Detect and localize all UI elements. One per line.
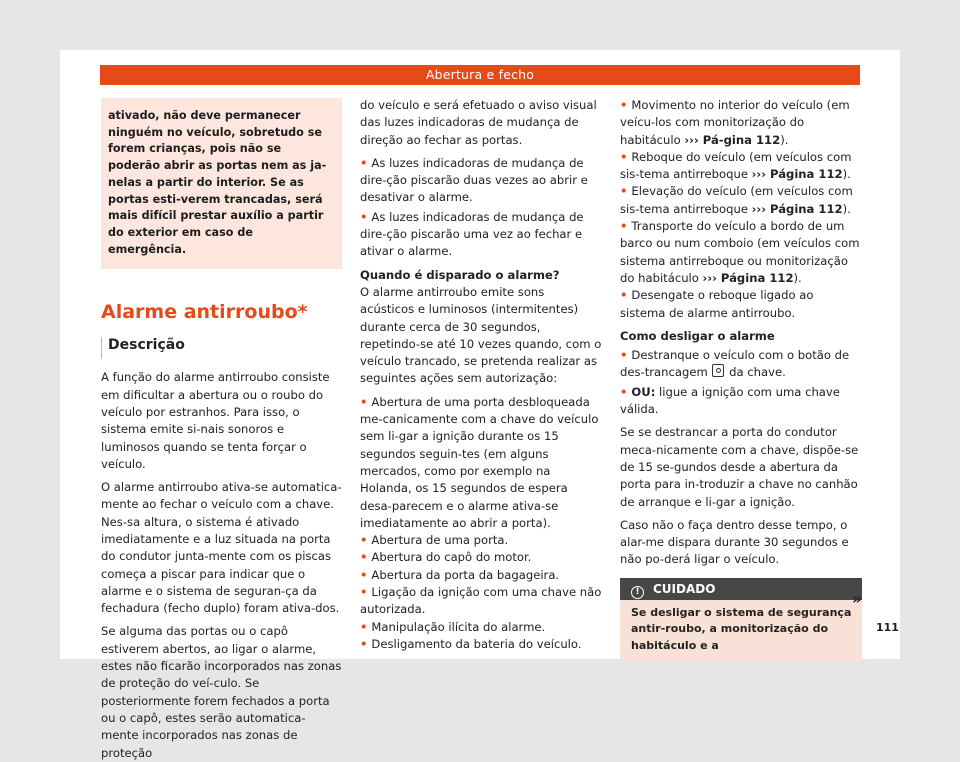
column-1 [101, 90, 342, 762]
caution-title: CUIDADO [653, 581, 716, 596]
page-reference-link[interactable]: ››› Página 112 [751, 201, 843, 216]
list-item [360, 636, 602, 653]
list-item [620, 218, 862, 287]
page-header-title: Abertura e fecho [100, 65, 860, 85]
list-item [360, 394, 602, 532]
list-item-text: Abertura de uma porta. [371, 533, 509, 548]
list-item [360, 532, 602, 549]
bullet-icon: • [360, 567, 368, 582]
bullet-icon: • [620, 149, 628, 164]
bullet-icon: • [360, 155, 368, 170]
list-item-text: ). [842, 167, 851, 182]
list-item [360, 619, 602, 636]
list-item-text: Destranque o veículo com o botão de des-trancagem [620, 348, 850, 380]
list-item-text: ligue a ignição com uma chave válida. [620, 384, 840, 417]
list-item-text: As luzes indicadoras de mudança de dire-ção piscarão duas vezes ao abrir e desativar o alarme. [360, 155, 588, 205]
list-item-text: da chave. [725, 365, 786, 380]
bullet-icon: • [620, 384, 628, 399]
paragraph: O alarme antirroubo emite sons acústicos e luminosos (intermitentes) durante cerca de 30 segundos, repetindo-se até 10 vezes quando, com o veículo trancado, se pretenda realizar as seguintes ações sem autorização: [360, 284, 602, 386]
bullet-icon: • [360, 394, 368, 409]
column-2 [360, 97, 602, 653]
list-item [620, 149, 862, 184]
page-number: 111 [876, 621, 899, 634]
page-reference-link[interactable]: ››› Pá-gina 112 [684, 132, 781, 147]
list-item-text: Abertura da porta da bagageira. [371, 567, 560, 582]
list-item [620, 287, 862, 322]
bullet-icon: • [620, 288, 628, 303]
list-item [620, 183, 862, 218]
paragraph: Se se destrancar a porta do condutor meca-nicamente com a chave, dispõe-se de 15 se-gundos desde a abertura da porta para in-troduzir a chave no canhão de arranque e li-gar a ignição. [620, 425, 859, 509]
list-item-text: Abertura de uma porta desbloqueada me-canicamente com a chave do veículo sem li-gar a ignição durante os 15 segundos seguin-tes (em alguns mercados, como por exemplo na Holanda, os 15 segundos de espera desa-parecem e o alarme ativa-se imediatamente ao abrir a porta). [360, 394, 599, 530]
list-item-text: Desengate o reboque ligado ao sistema de alarme antirroubo. [620, 288, 814, 320]
page-reference-link[interactable]: ››› Página 112 [702, 270, 794, 285]
warning-box: ativado, não deve permanecer ninguém no veículo, sobretudo se forem crianças, pois não se poderão abrir as portas nem as ja-nelas a partir do interior. Se as portas esti-verem trancadas, será mais difícil prestar auxílio a partir do exterior em caso de emergência. [101, 98, 342, 269]
bullet-icon: • [360, 550, 368, 565]
list-item-text: Manipulação ilícita do alarme. [371, 619, 546, 634]
caution-text: Se desligar o sistema de segurança antir-roubo, a monitorização do habitáculo e a [631, 605, 852, 653]
list-item [360, 567, 602, 584]
caution-info-icon: ! [631, 586, 644, 599]
how-to-heading: Como desligar o alarme [620, 328, 775, 343]
column-3 [620, 97, 862, 661]
bullet-icon: • [620, 348, 628, 363]
bullet-icon: • [620, 98, 628, 112]
bullet-icon: • [360, 619, 368, 634]
list-item [360, 549, 602, 566]
section-title: Alarme antirroubo* [101, 301, 308, 324]
list-item-text: As luzes indicadoras de mudança de dire-ção piscarão uma vez ao fechar e ativar o alarme. [360, 209, 584, 259]
continue-arrow-icon: » [852, 590, 862, 608]
paragraph: O alarme antirroubo ativa-se automatica-mente ao fechar o veículo com a chave. Nes-sa altura, o sistema é ativado imediatamente e a luz situada na porta do condutor junta-mente com os piscas começa a piscar para indicar que o alarme e o sistema de seguran-ça da fechadura (fecho duplo) foram ativa-dos. [101, 480, 342, 616]
question-heading: Quando é disparado o alarme? [360, 267, 560, 282]
list-item-text: Ligação da ignição com uma chave não autorizada. [360, 585, 602, 617]
paragraph: A função do alarme antirroubo consiste em dificultar a abertura ou o roubo do veículo por estranhos. Para isso, o sistema emite si-nais sonoros e luminosos quando se tenta forçar o veículo. [101, 370, 330, 471]
list-item-text: ). [780, 132, 789, 147]
list-item-text: Elevação do veículo (em veículos com sis-tema antirreboque [620, 184, 853, 216]
list-item [360, 584, 602, 619]
bullet-icon: • [620, 219, 628, 234]
bullet-icon: • [360, 533, 368, 548]
list-item [620, 347, 862, 382]
list-item-text: Transporte do veículo a bordo de um barco ou num comboio (em veículos com sistema antirreboque ou monitorização do habitáculo [620, 219, 860, 285]
list-item-label: OU: [631, 384, 656, 399]
list-item-text: Desligamento da bateria do veículo. [371, 636, 582, 651]
bullet-icon: • [360, 585, 368, 600]
list-item-text: Abertura do capô do motor. [371, 550, 532, 565]
list-item [620, 384, 862, 419]
subsection-header [101, 337, 342, 354]
subsection-rule [101, 337, 102, 359]
list-item [360, 209, 602, 261]
list-item-text: ). [842, 201, 851, 216]
paragraph: Caso não o faça dentro desse tempo, o alar-me dispara durante 30 segundos e não po-derá ligar o veículo. [620, 517, 849, 567]
caution-header [620, 578, 862, 600]
list-item-text: Reboque do veículo (em veículos com sis-tema antirreboque [620, 149, 852, 182]
list-item [620, 97, 862, 149]
list-item-text: Movimento no interior do veículo (em veícu-los com monitorização do habitáculo [620, 98, 850, 147]
list-item [360, 155, 602, 207]
paragraph: Se alguma das portas ou o capô estiverem abertos, ao ligar o alarme, estes não ficarão incorporados nas zonas de proteção do veí-culo. Se posteriormente forem fechados a porta ou o capô, estes serão automatica-mente incorporados nas zonas de proteção [101, 624, 342, 760]
paragraph: do veículo e será efetuado o aviso visual das luzes indicadoras de mudança de direção ao fechar as portas. [360, 98, 597, 147]
unlock-key-icon [712, 364, 724, 377]
bullet-icon: • [360, 636, 368, 651]
bullet-icon: • [360, 209, 368, 224]
bullet-icon: • [620, 184, 628, 199]
subsection-title: Descrição [108, 337, 185, 354]
caution-box [620, 578, 862, 661]
list-item-text: ). [793, 270, 802, 285]
page-reference-link[interactable]: ››› Página 112 [751, 167, 843, 182]
